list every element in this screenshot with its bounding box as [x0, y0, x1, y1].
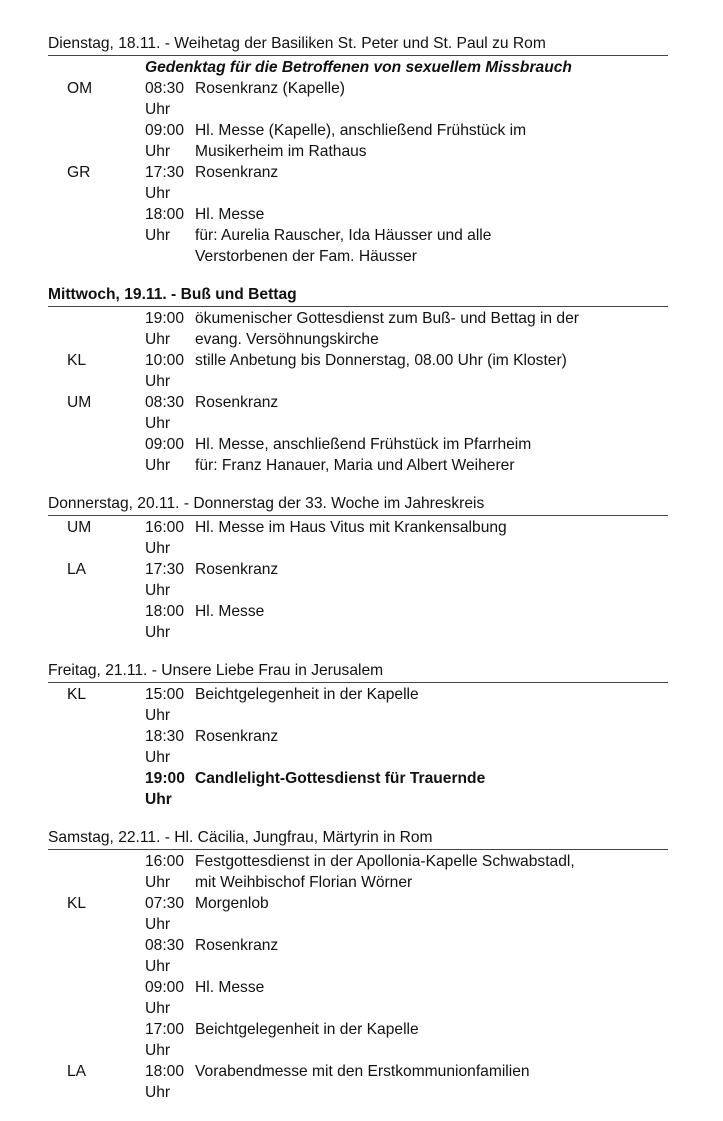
event-location-code: [48, 308, 100, 350]
event-row: [48, 78, 668, 120]
event-time: 15:00 Uhr: [145, 686, 185, 724]
event-row: [48, 434, 668, 476]
event-description: [195, 162, 668, 204]
event-location-code: [48, 204, 100, 267]
event-description-line: für: Aurelia Rauscher, Ida Häusser und alle: [195, 227, 492, 244]
event-description-line: Candlelight-Gottesdienst für Trauernde: [195, 770, 486, 787]
event-description-line: ökumenischer Gottesdienst zum Buß- und Bettag in der: [195, 310, 579, 327]
event-description: [195, 726, 668, 768]
event-time: 09:00 Uhr: [145, 979, 185, 1017]
event-description: [195, 935, 668, 977]
event-description-line: Verstorbenen der Fam. Häusser: [195, 248, 417, 265]
event-time: 10:00 Uhr: [145, 352, 185, 390]
event-list: [48, 683, 668, 810]
event-list: [48, 516, 668, 643]
event-description: [195, 559, 668, 601]
event-time: 19:00 Uhr: [145, 770, 185, 808]
event-description-line: Hl. Messe: [195, 979, 265, 996]
event-location-code: GR: [67, 164, 91, 181]
day-section: [48, 828, 668, 1103]
event-time: 18:00 Uhr: [145, 603, 185, 641]
event-description: [195, 977, 668, 1019]
event-location-code: [48, 977, 100, 1019]
event-description-line: Rosenkranz: [195, 394, 279, 411]
event-description-line: Rosenkranz: [195, 164, 279, 181]
event-location-code: UM: [67, 519, 92, 536]
event-row: [48, 308, 668, 350]
event-location-code: [48, 935, 100, 977]
event-list: [48, 56, 668, 267]
event-row: [48, 517, 668, 559]
event-row: [48, 935, 668, 977]
event-row: [48, 601, 668, 643]
event-location-code: KL: [67, 352, 87, 369]
event-time: 18:00 Uhr: [145, 1063, 185, 1101]
event-time: 18:30 Uhr: [145, 728, 185, 766]
event-location-code: KL: [67, 895, 87, 912]
event-description: [195, 350, 668, 392]
event-description-line: stille Anbetung bis Donnerstag, 08.00 Uhr (im Kloster): [195, 352, 567, 369]
event-row: [48, 120, 668, 162]
event-description: [195, 78, 668, 120]
event-description-line: Rosenkranz: [195, 561, 279, 578]
event-description-line: Hl. Messe: [195, 603, 265, 620]
day-header: Donnerstag, 20.11. - Donnerstag der 33. Woche im Jahreskreis: [48, 494, 668, 516]
event-description-line: Beichtgelegenheit in der Kapelle: [195, 686, 419, 703]
event-row: [48, 1061, 668, 1103]
event-location-code: OM: [67, 80, 93, 97]
event-description: [195, 768, 668, 810]
event-description-line: Rosenkranz: [195, 937, 279, 954]
day-header: Mittwoch, 19.11. - Buß und Bettag: [48, 285, 668, 307]
event-location-code: [48, 120, 100, 162]
day-section: [48, 661, 668, 810]
event-description-line: mit Weihbischof Florian Wörner: [195, 874, 413, 891]
event-description: [195, 392, 668, 434]
day-section: [48, 285, 668, 476]
event-description: [195, 204, 668, 267]
event-description-line: Hl. Messe im Haus Vitus mit Krankensalbung: [195, 519, 507, 536]
event-description-line: Hl. Messe: [195, 206, 265, 223]
event-time: 09:00 Uhr: [145, 122, 185, 160]
event-location-code: LA: [67, 1063, 87, 1080]
event-row: [48, 851, 668, 893]
event-row: [48, 768, 668, 810]
event-time: 18:00 Uhr: [145, 206, 185, 244]
event-location-code: [48, 768, 100, 810]
schedule-page: [48, 34, 668, 1121]
event-location-code: LA: [67, 561, 87, 578]
event-description-line: Rosenkranz (Kapelle): [195, 80, 345, 97]
event-row: [48, 684, 668, 726]
event-time: 16:00 Uhr: [145, 519, 185, 557]
event-time: 17:30 Uhr: [145, 164, 185, 202]
event-row: [48, 350, 668, 392]
event-row: [48, 977, 668, 1019]
event-description: [195, 1061, 668, 1103]
event-description: [195, 120, 668, 162]
event-description-line: Vorabendmesse mit den Erstkommunionfamilien: [195, 1063, 530, 1080]
event-description-line: Hl. Messe (Kapelle), anschließend Frühstück im: [195, 122, 527, 139]
event-time: 08:30 Uhr: [145, 394, 185, 432]
event-location-code: [48, 726, 100, 768]
event-description: [195, 601, 668, 643]
event-location-code: [48, 601, 100, 643]
event-description: [195, 684, 668, 726]
event-description: [195, 1019, 668, 1061]
event-location-code: [48, 851, 100, 893]
event-row: [48, 392, 668, 434]
event-time: 09:00 Uhr: [145, 436, 185, 474]
event-description: [195, 851, 668, 893]
event-row: [48, 559, 668, 601]
day-header: Samstag, 22.11. - Hl. Cäcilia, Jungfrau, Märtyrin in Rom: [48, 828, 668, 850]
event-row: [48, 893, 668, 935]
event-location-code: UM: [67, 394, 92, 411]
event-time: 08:30 Uhr: [145, 80, 185, 118]
event-description-line: Rosenkranz: [195, 728, 279, 745]
event-description: [195, 517, 668, 559]
event-description-line: für: Franz Hanauer, Maria und Albert Weiherer: [195, 457, 515, 474]
event-time: 17:00 Uhr: [145, 1021, 185, 1059]
event-description-line: evang. Versöhnungskirche: [195, 331, 379, 348]
day-section: [48, 34, 668, 267]
event-time: 07:30 Uhr: [145, 895, 185, 933]
event-row: [48, 1019, 668, 1061]
event-description-line: Musikerheim im Rathaus: [195, 143, 367, 160]
event-row: [48, 726, 668, 768]
event-list: [48, 850, 668, 1103]
event-description: [195, 893, 668, 935]
day-header: Dienstag, 18.11. - Weihetag der Basiliken St. Peter und St. Paul zu Rom: [48, 34, 668, 56]
day-header: Freitag, 21.11. - Unsere Liebe Frau in Jerusalem: [48, 661, 668, 683]
event-description-line: Beichtgelegenheit in der Kapelle: [195, 1021, 419, 1038]
event-description-line: Morgenlob: [195, 895, 269, 912]
event-description: [195, 308, 668, 350]
event-time: 16:00 Uhr: [145, 853, 185, 891]
day-note: Gedenktag für die Betroffenen von sexuellem Missbrauch: [145, 59, 572, 76]
event-row: [48, 162, 668, 204]
event-description: [195, 434, 668, 476]
event-time: 19:00 Uhr: [145, 310, 185, 348]
event-time: 08:30 Uhr: [145, 937, 185, 975]
event-time: 17:30 Uhr: [145, 561, 185, 599]
event-description-line: Festgottesdienst in der Apollonia-Kapelle Schwabstadl,: [195, 853, 575, 870]
event-location-code: [48, 434, 100, 476]
event-description-line: Hl. Messe, anschließend Frühstück im Pfarrheim: [195, 436, 532, 453]
day-section: [48, 494, 668, 643]
event-location-code: [48, 1019, 100, 1061]
event-list: [48, 307, 668, 476]
event-row: [48, 204, 668, 267]
event-location-code: KL: [67, 686, 87, 703]
